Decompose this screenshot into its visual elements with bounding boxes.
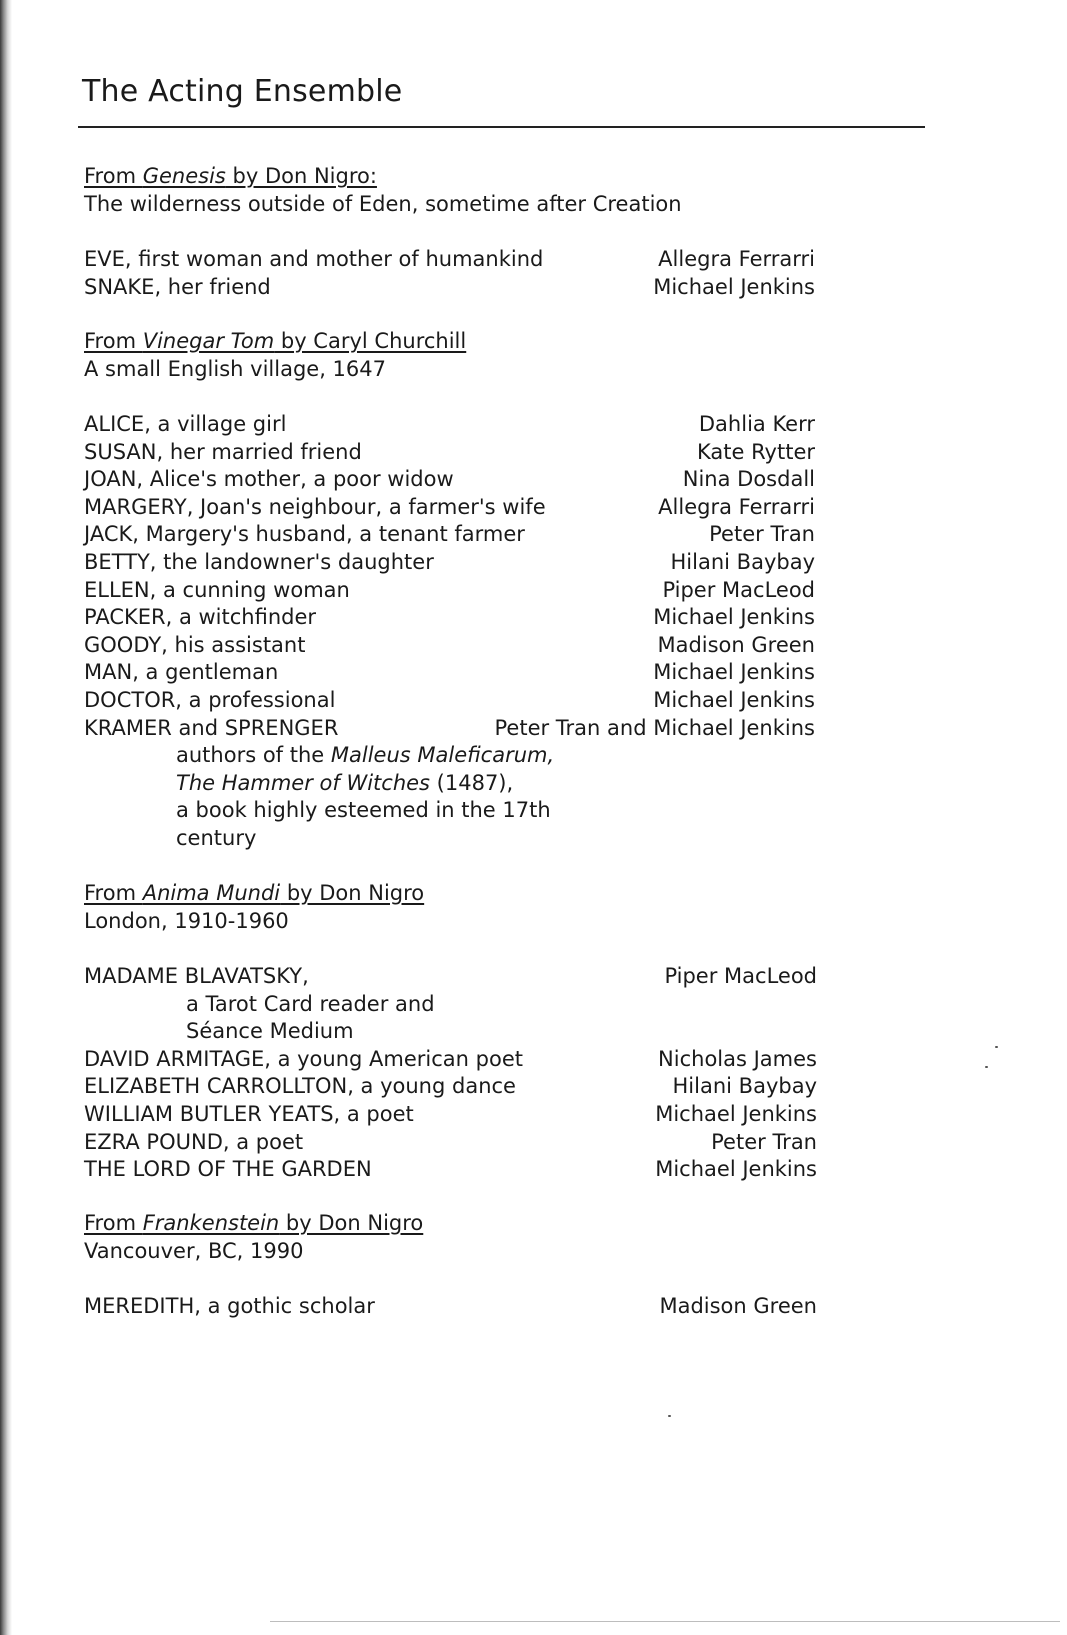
cast-row: [84, 604, 815, 632]
cast-row: [84, 439, 815, 467]
role: JACK, Margery's husband, a tenant farmer: [84, 522, 525, 547]
work-title: Vinegar Tom: [142, 329, 275, 353]
cast-row: [84, 274, 815, 302]
work-title: Genesis: [142, 164, 226, 188]
work-title: Frankenstein: [142, 1211, 280, 1235]
cast-list: [84, 411, 815, 853]
cast-row: [84, 1293, 817, 1321]
cast-row: [84, 963, 817, 991]
role: ALICE, a village girl: [84, 412, 287, 436]
section-genesis: [84, 162, 815, 301]
role: DAVID ARMITAGE, a young American poet: [84, 1046, 523, 1071]
title-rule: [78, 126, 925, 128]
actor: Michael Jenkins: [653, 660, 815, 685]
cast-row: [84, 1046, 817, 1074]
cast-row: [84, 494, 815, 522]
role: ELIZABETH CARROLLTON, a young dance: [84, 1074, 516, 1099]
role: DOCTOR, a professional: [84, 687, 336, 712]
role: EVE, first woman and mother of humankind: [84, 247, 544, 271]
actor: Michael Jenkins: [655, 1157, 817, 1182]
note-text: (1487),: [430, 770, 514, 795]
role: MAN, a gentleman: [84, 660, 279, 685]
cast-row: [84, 1156, 817, 1184]
section-setting: London, 1910-1960: [84, 909, 289, 933]
role: WILLIAM BUTLER YEATS, a poet: [84, 1101, 414, 1126]
actor: Peter Tran: [709, 522, 815, 547]
heading-prefix: From: [84, 881, 143, 905]
actor: Michael Jenkins: [655, 1101, 817, 1126]
heading-prefix: From: [84, 329, 143, 353]
role: ELLEN, a cunning woman: [84, 577, 350, 602]
role-note: Séance Medium: [186, 1019, 354, 1044]
actor: Michael Jenkins: [653, 687, 815, 712]
heading-author: by Don Nigro:: [225, 164, 377, 188]
actor: Michael Jenkins: [653, 605, 815, 630]
cast-row: [84, 411, 815, 439]
role: MEREDITH, a gothic scholar: [84, 1294, 375, 1318]
cast-row: [84, 246, 815, 274]
section-setting: The wilderness outside of Eden, sometime after Creation: [84, 192, 682, 216]
actor: Hilani Baybay: [672, 1074, 817, 1099]
actor: Nicholas James: [658, 1046, 817, 1071]
cast-row: [84, 632, 815, 660]
actor: Peter Tran: [711, 1129, 817, 1154]
section-heading: [84, 162, 815, 190]
actor: Allegra Ferrarri: [658, 494, 815, 519]
actor: Hilani Baybay: [670, 549, 815, 574]
heading-author: by Don Nigro: [280, 881, 425, 905]
role: EZRA POUND, a poet: [84, 1129, 304, 1154]
scan-speck: [995, 1046, 998, 1048]
cast-row: [84, 466, 815, 494]
work-title: Anima Mundi: [142, 881, 281, 905]
cast-list: [84, 246, 815, 301]
section-anima-mundi: [84, 879, 817, 1184]
role: SNAKE, her friend: [84, 274, 271, 299]
cast-row: [84, 549, 815, 577]
role: BETTY, the landowner's daughter: [84, 549, 434, 574]
role-note: century: [176, 825, 257, 850]
note-book-title: Malleus Maleficarum,: [330, 743, 555, 768]
scan-shadow-edge: [0, 0, 12, 1635]
actor: Nina Dosdall: [682, 467, 815, 492]
cast-row: [84, 1073, 817, 1101]
scan-speck: [668, 1415, 671, 1417]
note-text: authors of the: [176, 743, 331, 768]
role: PACKER, a witchfinder: [84, 605, 317, 630]
scan-speck: [985, 1066, 988, 1068]
heading-author: by Caryl Churchill: [274, 329, 467, 353]
role-note: a Tarot Card reader and: [186, 991, 435, 1016]
cast-row: [84, 659, 815, 687]
role-note: a book highly esteemed in the 17th: [176, 798, 551, 823]
cast-row: [84, 715, 815, 743]
actor: Peter Tran and Michael Jenkins: [494, 715, 815, 740]
cast-row: [84, 687, 815, 715]
role: THE LORD OF THE GARDEN: [84, 1157, 372, 1182]
role: GOODY, his assistant: [84, 632, 306, 657]
actor: Michael Jenkins: [653, 274, 815, 299]
heading-author: by Don Nigro: [279, 1211, 424, 1235]
heading-prefix: From: [84, 1211, 143, 1235]
actor: Allegra Ferrarri: [658, 247, 815, 271]
role-note: [84, 742, 815, 770]
cast-row: [84, 1129, 817, 1157]
section-heading: [84, 1209, 817, 1237]
section-setting: A small English village, 1647: [84, 357, 386, 381]
section-heading: [84, 327, 815, 355]
section-setting: Vancouver, BC, 1990: [84, 1239, 304, 1263]
actor: Madison Green: [657, 632, 815, 657]
page-title: The Acting Ensemble: [82, 74, 403, 109]
role: MADAME BLAVATSKY,: [84, 964, 309, 988]
role: MARGERY, Joan's neighbour, a farmer's wife: [84, 494, 546, 519]
section-frankenstein: [84, 1209, 817, 1321]
actor: Piper MacLeod: [664, 964, 817, 988]
section-heading: [84, 879, 817, 907]
role: JOAN, Alice's mother, a poor widow: [84, 467, 454, 492]
actor: Dahlia Kerr: [698, 412, 815, 436]
actor: Madison Green: [659, 1294, 817, 1318]
note-book-title: The Hammer of Witches: [176, 770, 430, 795]
actor: Piper MacLeod: [662, 577, 815, 602]
cast-list: [84, 1293, 817, 1321]
role-note: [84, 770, 815, 798]
actor: Kate Rytter: [697, 439, 815, 464]
section-vinegar-tom: [84, 327, 815, 853]
cast-row: [84, 1101, 817, 1129]
cast-row: [84, 577, 815, 605]
scan-bottom-line: [270, 1621, 1060, 1622]
role: SUSAN, her married friend: [84, 439, 362, 464]
heading-prefix: From: [84, 164, 143, 188]
cast-list: [84, 963, 817, 1184]
cast-row: [84, 521, 815, 549]
role: KRAMER and SPRENGER: [84, 715, 339, 740]
